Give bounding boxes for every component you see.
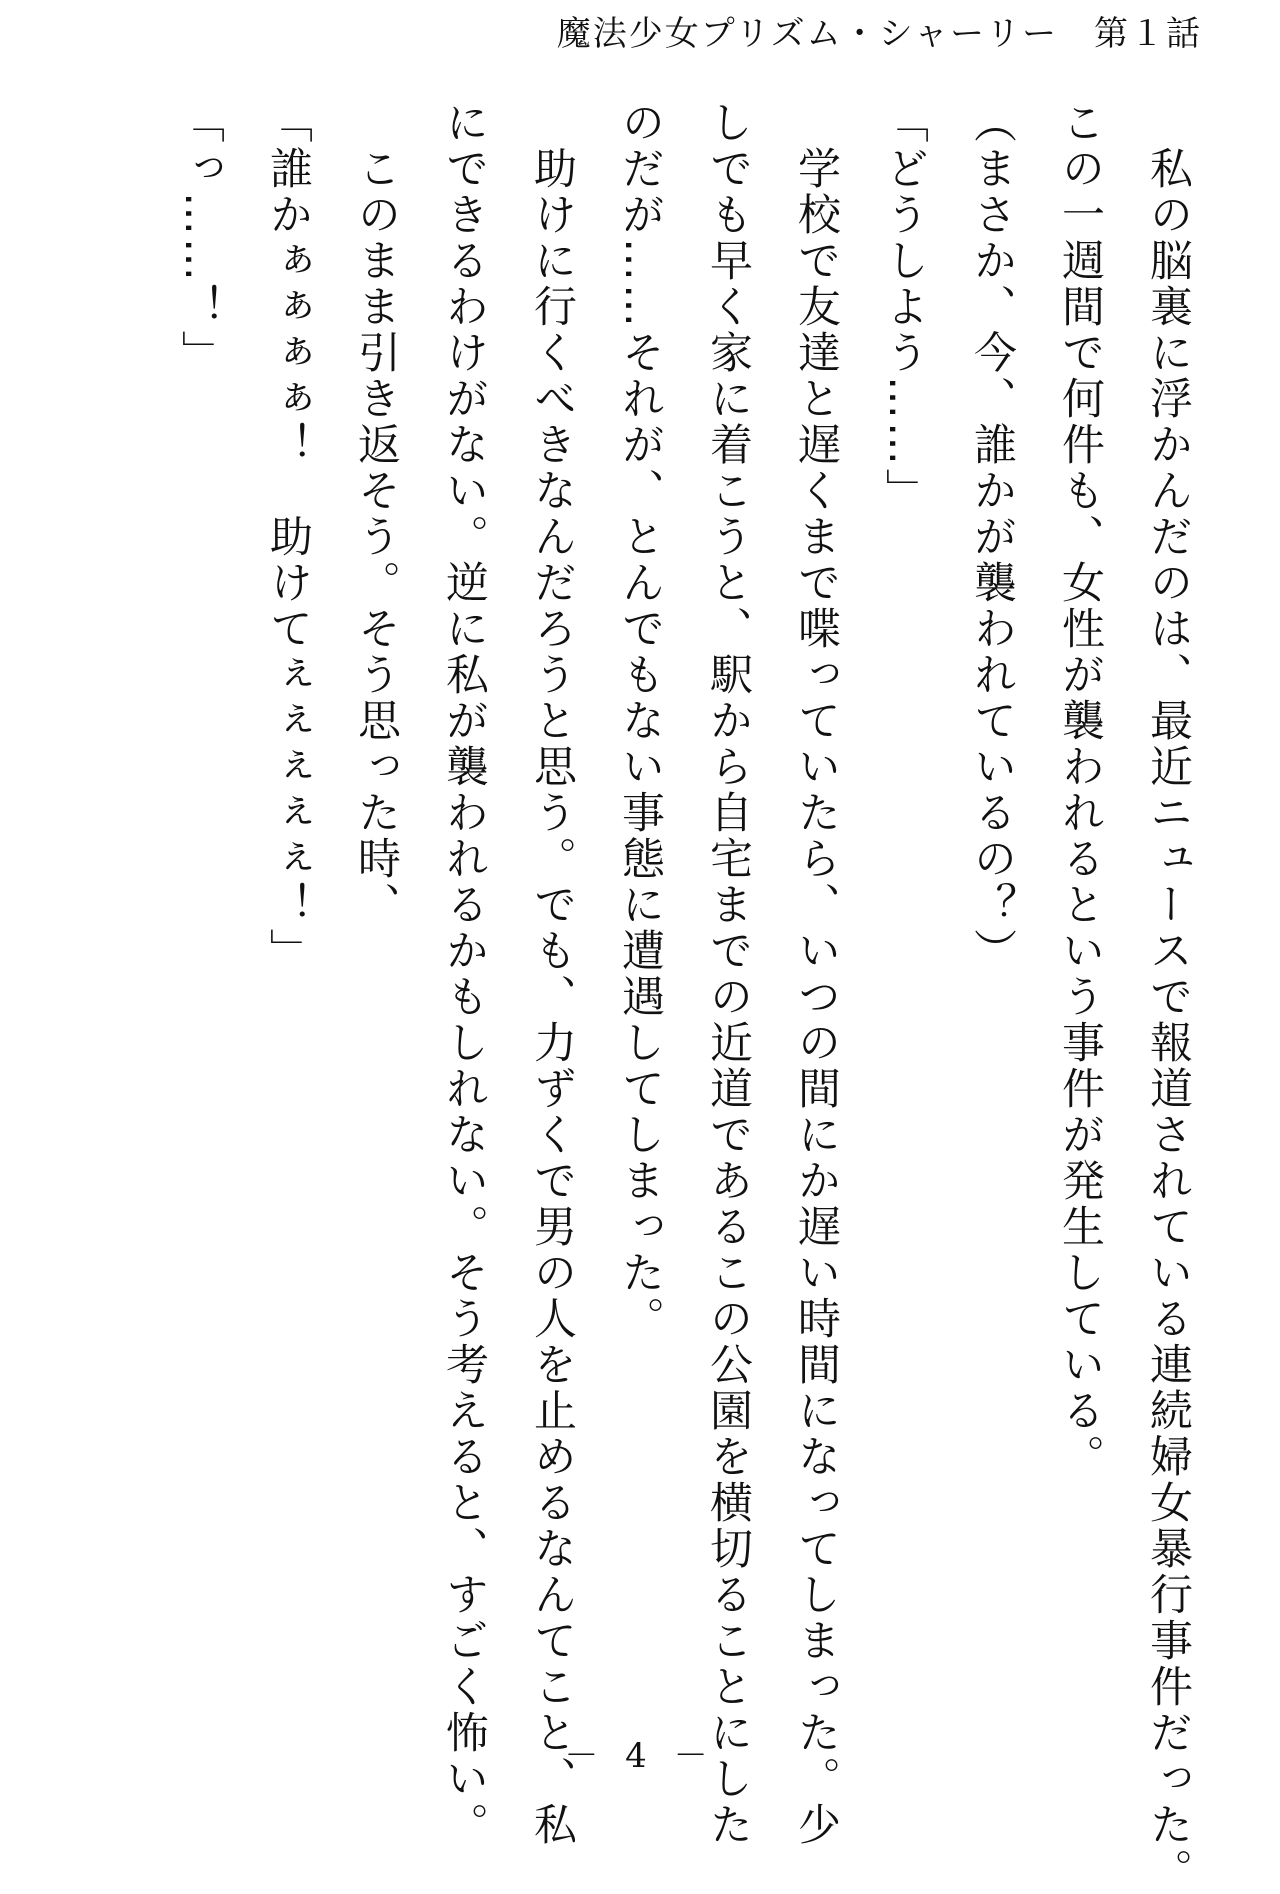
page-header-title: 魔法少女プリズム・シャーリー 第１話 — [556, 14, 1202, 54]
text-line: 「っ……！」 — [175, 100, 225, 376]
text-line: 学校で友達と遅くまで喋っていたら、いつの間にか遅い時間になってしまった。少 — [791, 100, 841, 1848]
text-line: 私の脳裏に浮かんだのは、最近ニュースで報道されている連続婦女暴行事件だった。 — [1143, 100, 1193, 1894]
text-line: しでも早く家に着こうと、駅から自宅までの近道であるこの公園を横切ることにした — [703, 100, 753, 1848]
text-line: （まさか、今、誰かが襲われているの？） — [967, 100, 1017, 974]
page-number: － 4 － — [564, 1736, 716, 1776]
text-line: この一週間で何件も、女性が襲われるという事件が発生している。 — [1055, 100, 1105, 1480]
text-line: 助けに行くべきなんだろうと思う。でも、力ずくで男の人を止めるなんてこと、私 — [527, 100, 577, 1848]
text-line: にできるわけがない。逆に私が襲われるかもしれない。そう考えると、すごく怖い。 — [439, 100, 489, 1848]
text-line: 「誰かぁぁぁぁ！ 助けてぇぇぇぇぇ！」 — [263, 100, 313, 974]
novel-body-text — [156, 100, 1212, 1894]
text-line: のだが……それが、とんでもない事態に遭遇してしまった。 — [615, 100, 665, 1342]
text-line: 「どうしよう……」 — [879, 100, 929, 514]
text-line: このまま引き返そう。そう思った時、 — [351, 100, 401, 928]
